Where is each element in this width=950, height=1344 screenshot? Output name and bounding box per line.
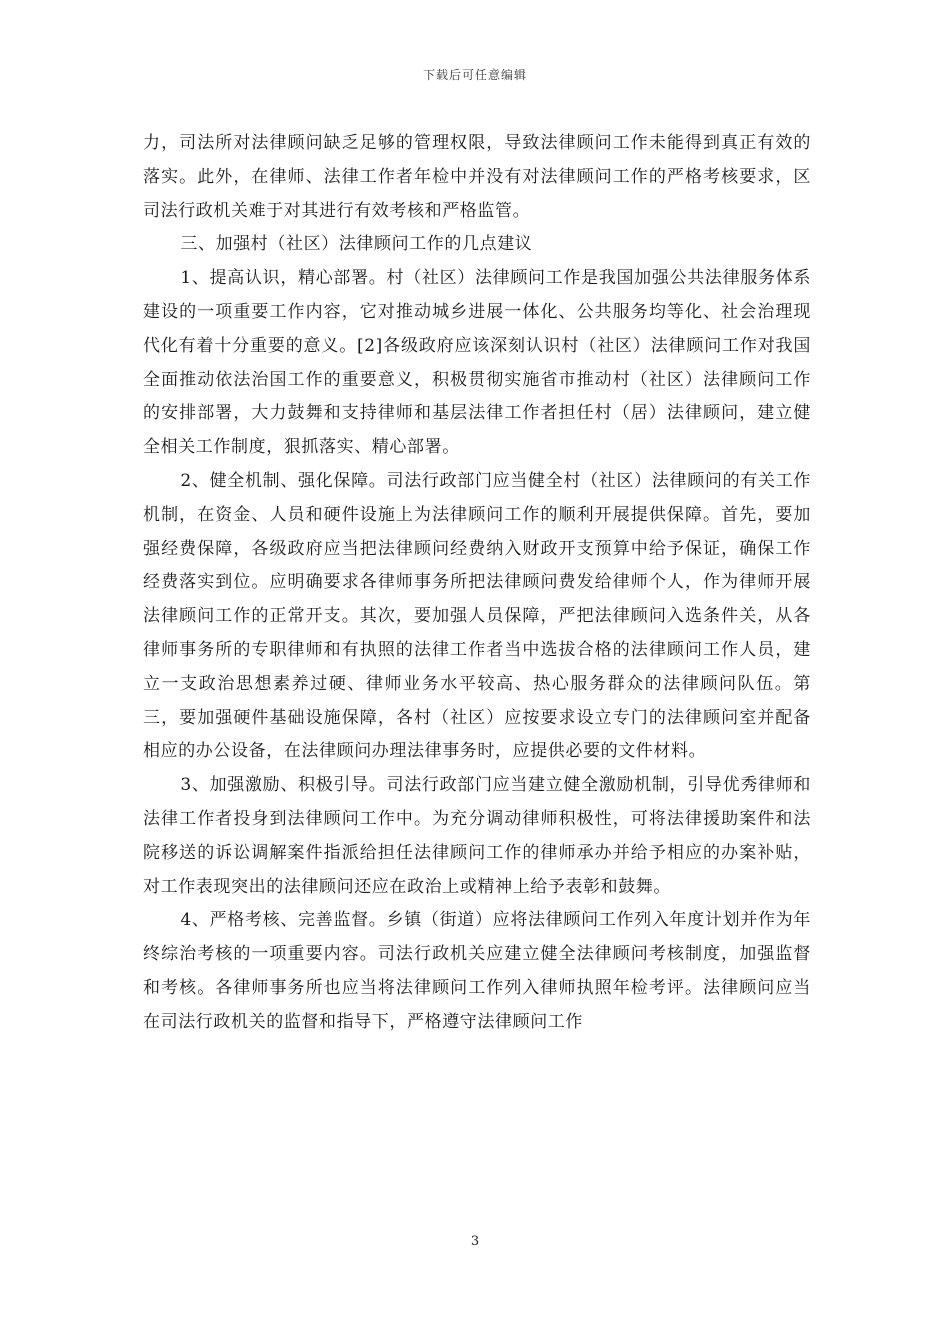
paragraph-recommendation-3: 3、加强激励、积极引导。司法行政部门应当建立健全激励机制，引导优秀律师和法律工作者投身到法律顾问工作中。为充分调动律师积极性，可将法律援助案件和法院移送的诉讼调解案件指派给担任法律顾问工作的律师承办并给予相应的办案补贴，对工作表现突出的法律顾问还应在政治上或精神上给予表彰和鼓舞。 (143, 775, 811, 897)
document-body (143, 127, 811, 1040)
paragraph-recommendation-2: 2、健全机制、强化保障。司法行政部门应当健全村（社区）法律顾问的有关工作机制，在资金、人员和硬件设施上为法律顾问工作的顺利开展提供保障。首先，要加强经费保障，各级政府应当把法律顾问经费纳入财政开支预算中给予保证，确保工作经费落实到位。应明确要求各律师事务所把法律顾问费发给律师个人，作为律师开展法律顾问工作的正常开支。其次，要加强人员保障，严把法律顾问入选条件关，从各律师事务所的专职律师和有执照的法律工作者当中选拔合格的法律顾问工作人员，建立一支政治思想素养过硬、律师业务水平较高、热心服务群众的法律顾问队伍。第三，要加强硬件基础设施保障，各村（社区）应按要求设立专门的法律顾问室并配备相应的办公设备，在法律顾问办理法律事务时，应提供必要的文件材料。 (143, 470, 811, 762)
page-number: 3 (470, 1234, 480, 1249)
page-header: 下载后可任意编辑 (422, 68, 527, 82)
paragraph-recommendation-1: 1、提高认识，精心部署。村（社区）法律顾问工作是我国加强公共法律服务体系建设的一项重要工作内容，它对推动城乡进展一体化、公共服务均等化、社会治理现代化有着十分重要的意义。[2]各级政府应该深刻认识村（社区）法律顾问工作对我国全面推动依法治国工作的重要意义，积极贯彻实施省市推动村（社区）法律顾问工作的安排部署，大力鼓舞和支持律师和基层法律工作者担任村（居）法律顾问，建立健全相关工作制度，狠抓落实、精心部署。 (143, 268, 811, 458)
paragraph-recommendation-4: 4、严格考核、完善监督。乡镇（街道）应将法律顾问工作列入年度计划并作为年终综治考核的一项重要内容。司法行政机关应建立健全法律顾问考核制度，加强监督和考核。各律师事务所也应当将法律顾问工作列入律师执照年检考评。法律顾问应当在司法行政机关的监督和指导下，严格遵守法律顾问工作 (143, 910, 811, 1032)
section-heading: 三、加强村（社区）法律顾问工作的几点建议 (180, 234, 533, 255)
paragraph-continuation: 力，司法所对法律顾问缺乏足够的管理权限，导致法律顾问工作未能得到真正有效的落实。此外，在律师、法律工作者年检中并没有对法律顾问工作的严格考核要求，区司法行政机关难于对其进行有效考核和严格监管。 (143, 133, 811, 221)
